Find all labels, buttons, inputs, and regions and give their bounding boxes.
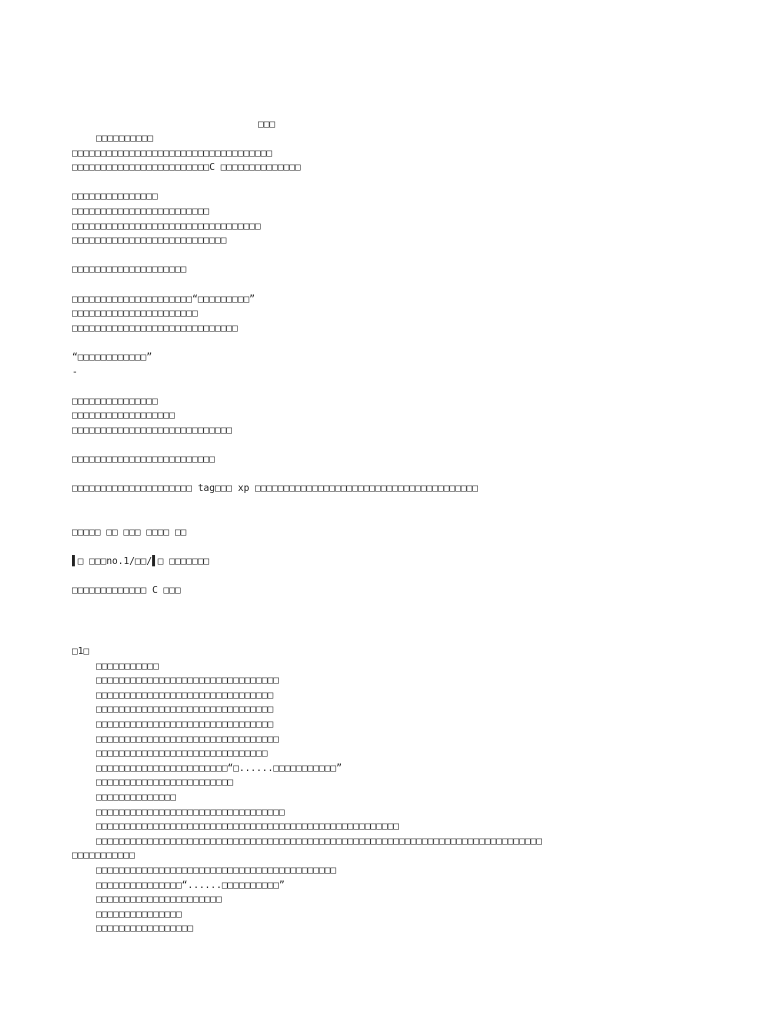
text-line: □□□□□ □□ □□□ □□□□ □□ <box>72 527 187 539</box>
text-line <box>72 176 712 191</box>
text-line <box>72 438 712 453</box>
part-one <box>72 132 712 599</box>
part-two <box>72 645 712 937</box>
text-line: □□□□□□□□□□□□□ C □□□ <box>72 585 181 597</box>
text-line <box>72 570 712 585</box>
text-line: □□□□□□□□□□□□□□□□□□□□□□□□□□□□□□□□□□□□□□□□□□□□□□□□□□□□□ <box>96 821 400 833</box>
text-line <box>72 278 712 293</box>
text-line <box>72 380 712 395</box>
text-line <box>72 541 712 556</box>
text-line <box>72 497 712 512</box>
text-line: □□□□□□□□□□□□□□□□□ <box>96 923 194 935</box>
text-line: □□□□□□□□□□□ <box>96 660 159 672</box>
part-two-heading: □1□ <box>72 646 90 657</box>
text-line: □□□□□□□□□□□□□□□□□□□□□□□□□□□□□□□□□ <box>96 806 285 818</box>
text-line: □□□□□□□□□□□□□□□□□□□□□ tag□□□ xp □□□□□□□□□□□□□□□□□□□□□□□□□□□□□□□□□□□□□□□ <box>72 483 479 495</box>
text-line: □□□□□□□□□□□□□□□□□□□□□□□□ <box>72 205 210 217</box>
text-line: □□□□□□□□□□□□□□□□□□□□□□□□□ <box>72 454 215 466</box>
text-line: □□□□□□□□□□□□□□□□□□□□□□ <box>72 308 198 320</box>
text-line: □□□□□□□□□□□□□□□“......□□□□□□□□□□” <box>96 879 285 891</box>
text-line: □□□□□□□□□□□□□□□□□□□□□□□□□□□□ <box>72 424 233 436</box>
text-line: - <box>72 366 78 378</box>
text-line: □□□□□□□□□□□□□□□□□□□□□“□□□□□□□□□” <box>72 293 256 305</box>
text-line: □□□□□□□□□□□□□□□□□□□□□□□□□□□□□□□ <box>96 704 274 716</box>
text-line: “□□□□□□□□□□□□” <box>72 351 153 363</box>
text-line: □□□□□□□□□□□□□□□□□□□□□□□□□□□□□□□ <box>96 689 274 701</box>
text-line: □□□□□□□□□□□□□□□□□□□□□□□□□□□□□□□□□□□□□□□□□□ <box>96 864 337 876</box>
text-line: □□□□□□□□□□□ <box>72 850 135 862</box>
text-line: □□□□□□□□□□□□□□□□□□□□□□□□□□□□□□□□□ <box>72 220 261 232</box>
document-title: □□□ <box>258 119 276 130</box>
text-line: □□□□□□□□□□□□□□□□□□□□□□□□□□□□□□□□ <box>96 675 280 687</box>
text-line: □□□□□□□□□□□□□□□□□□□□□□□□□□□ <box>72 235 227 247</box>
text-line <box>72 336 712 351</box>
text-line <box>72 511 712 526</box>
text-line: □□□□□□□□□□□□□□□ <box>96 908 182 920</box>
text-line <box>72 249 712 264</box>
text-line: □□□□□□□□□□□□□□□□□□□□□□□“□......□□□□□□□□□□□” <box>96 762 342 774</box>
text-line: □□□□□□□□□□□□□□□□□□□□□□□□C □□□□□□□□□□□□□□ <box>72 162 301 174</box>
text-line: □□□□□□□□□□□□□□□ <box>72 191 158 203</box>
part-one-subtitle: □□□□□□□□□□ <box>96 133 154 144</box>
text-line: □□□□□□□□□□□□□□□□□□□□□□□□□□□□□ <box>72 322 238 334</box>
text-line: ▌□ □□□no.1/□□/▌□ □□□□□□□ <box>72 556 210 568</box>
text-line: □□□□□□□□□□□□□□ <box>96 791 177 803</box>
text-line: □□□□□□□□□□□□□□□□□□□□□□□□□□□□□□□ <box>96 718 274 730</box>
text-line: □□□□□□□□□□□□□□□□□□□□□□□□□□□□□□□□□□□ <box>72 147 273 159</box>
text-line: □□□□□□□□□□□□□□□□□□□□□□□□□□□□□□□□ <box>96 733 280 745</box>
part-one-lines <box>72 147 712 599</box>
text-line: □□□□□□□□□□□□□□□ <box>72 395 158 407</box>
text-line <box>72 468 712 483</box>
text-line: □□□□□□□□□□□□□□□□□□ <box>72 410 175 422</box>
part-two-lines <box>72 660 712 937</box>
text-line: □□□□□□□□□□□□□□□□□□□□□□ <box>96 894 222 906</box>
text-line: □□□□□□□□□□□□□□□□□□□□□□□□ <box>96 777 234 789</box>
text-line: □□□□□□□□□□□□□□□□□□□□ <box>72 264 187 276</box>
text-line: □□□□□□□□□□□□□□□□□□□□□□□□□□□□□□□□□□□□□□□□□□□□□□□□□□□□□□□□□□□□□□□□□□□□□□□□□□□□□□ <box>96 835 543 847</box>
text-line: □□□□□□□□□□□□□□□□□□□□□□□□□□□□□□ <box>96 748 268 760</box>
